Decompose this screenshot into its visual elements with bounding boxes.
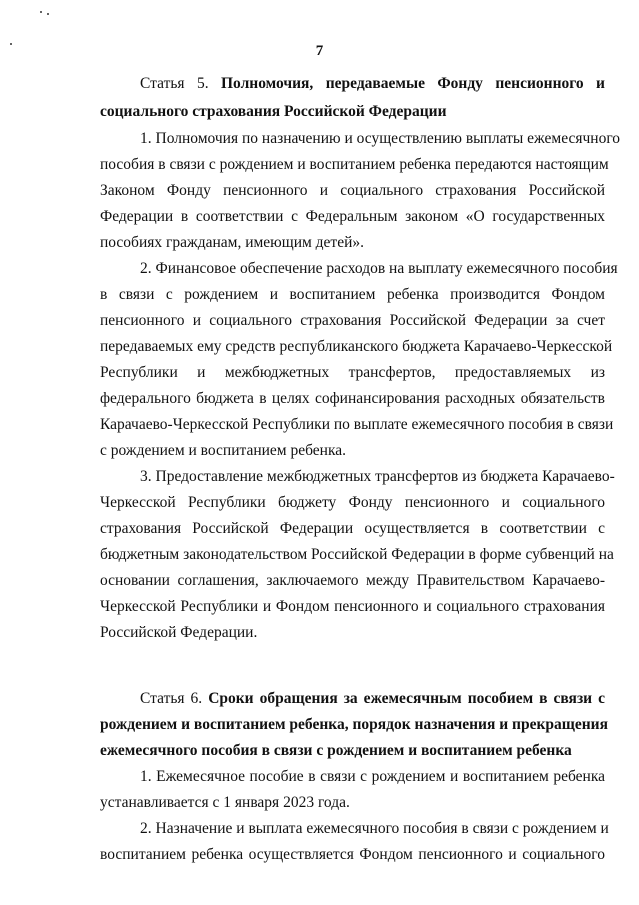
scan-speck	[40, 11, 42, 13]
text-line: Черкесской Республики и Фондом пенсионного и социального страхования	[100, 598, 605, 615]
article-5-heading	[100, 70, 605, 126]
text-line: Черкесской Республики бюджету Фонду пенсионного и социального	[100, 494, 605, 511]
text-line: передаваемых ему средств республиканского бюджета Карачаево-Черкесской	[100, 338, 613, 355]
article-title-text: Полномочия, передаваемые Фонду пенсионного и	[220, 75, 605, 92]
paragraph	[100, 256, 618, 464]
heading-line	[100, 70, 605, 98]
text-line: Карачаево-Черкесской Республики по выплате ежемесячного пособия в связи	[100, 416, 614, 433]
paragraph	[100, 764, 605, 816]
text-line: Республики и межбюджетных трансфертов, предоставляемых из	[100, 364, 605, 381]
article-title-text: Сроки обращения за ежемесячным пособием в связи с	[208, 690, 605, 707]
text-line: устанавливается с 1 января 2023 года.	[100, 794, 350, 811]
article-6-heading	[100, 686, 609, 764]
heading-line: рождением и воспитанием ребенка, порядок назначения и прекращения	[100, 716, 609, 733]
text-line: бюджетным законодательством Российской Федерации в форме субвенций на	[100, 546, 614, 563]
text-line: пособия в связи с рождением и воспитанием ребенка передаются настоящим	[100, 156, 609, 173]
text-line: 3. Предоставление межбюджетных трансфертов из бюджета Карачаево-	[140, 468, 615, 485]
heading-line: ежемесячного пособия в связи с рождением и воспитанием ребенка	[100, 742, 572, 759]
text-line: 2. Финансовое обеспечение расходов на выплату ежемесячного пособия	[140, 260, 618, 277]
text-line: в связи с рождением и воспитанием ребенка производится Фондом	[100, 286, 605, 303]
text-line: пособиях гражданам, имеющим детей».	[100, 234, 365, 251]
text-line: пенсионного и социального страхования Российской Федерации за счет	[100, 312, 605, 329]
text-line: страхования Российской Федерации осуществляется в соответствии с	[100, 520, 605, 537]
text-line: федерального бюджета в целях софинансирования расходных обязательств	[100, 390, 605, 407]
paragraph	[100, 126, 621, 256]
text-line: Российской Федерации.	[100, 624, 258, 641]
scan-speck	[47, 13, 49, 15]
text-line: с рождением и воспитанием ребенка.	[100, 442, 347, 459]
text-line: основании соглашения, заключаемого между Правительством Карачаево-	[100, 572, 605, 589]
text-line: Законом Фонду пенсионного и социального страхования Российской	[100, 182, 605, 199]
heading-line	[100, 686, 605, 712]
paragraph	[100, 464, 615, 646]
heading-line: социального страхования Российской Федерации	[100, 103, 447, 120]
text-line: 2. Назначение и выплата ежемесячного пособия в связи с рождением и	[140, 820, 609, 837]
paragraph	[100, 816, 609, 868]
document-body	[100, 70, 621, 868]
page-number: 7	[315, 43, 324, 59]
section-gap	[100, 646, 605, 686]
article-label: Статья 5.	[140, 75, 221, 92]
text-line: воспитанием ребенка осуществляется Фондом пенсионного и социального	[100, 846, 605, 863]
article-label: Статья 6.	[140, 690, 209, 707]
text-line: 1. Ежемесячное пособие в связи с рождением и воспитанием ребенка	[140, 768, 605, 785]
text-line: 1. Полномочия по назначению и осуществлению выплаты ежемесячного	[140, 130, 621, 147]
text-line: Федерации в соответствии с Федеральным законом «О государственных	[100, 208, 605, 225]
